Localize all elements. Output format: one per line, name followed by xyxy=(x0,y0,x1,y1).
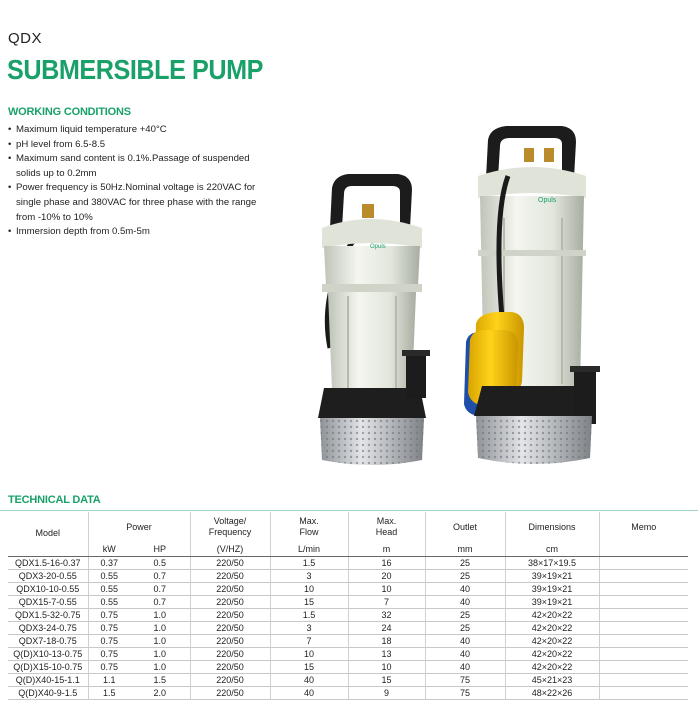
table-row xyxy=(8,660,688,673)
cell-outlet: 25 xyxy=(425,556,505,569)
unit-voltage: (V/HZ) xyxy=(190,542,270,556)
cell-model: QDX7-18-0.75 xyxy=(8,634,88,647)
cell-model: QDX10-10-0.55 xyxy=(8,582,88,595)
cell-flow: 10 xyxy=(270,647,348,660)
table-row xyxy=(8,634,688,647)
table-header-row xyxy=(8,512,688,542)
cell-model: Q(D)X40-9-1.5 xyxy=(8,686,88,699)
cell-outlet: 40 xyxy=(425,595,505,608)
cell-memo xyxy=(599,686,688,699)
col-voltage-line1: Voltage/ xyxy=(213,516,247,526)
table-row xyxy=(8,686,688,699)
cell-hp: 0.7 xyxy=(130,569,190,582)
condition-item: • Power frequency is 50Hz.Nominal voltage is 220VAC for single phase and 380VAC for three phase with the range from -10% to 10% xyxy=(8,181,270,225)
cell-voltage: 220/50 xyxy=(190,686,270,699)
cell-head: 24 xyxy=(348,621,425,634)
cell-model: Q(D)X15-10-0.75 xyxy=(8,660,88,673)
cell-head: 9 xyxy=(348,686,425,699)
cell-outlet: 40 xyxy=(425,582,505,595)
table-row xyxy=(8,621,688,634)
cell-dimensions: 42×20×22 xyxy=(505,660,599,673)
cell-hp: 1.0 xyxy=(130,608,190,621)
pump-right xyxy=(464,126,600,464)
col-memo: Memo xyxy=(599,512,688,542)
cell-voltage: 220/50 xyxy=(190,556,270,569)
cell-kw: 0.75 xyxy=(88,634,130,647)
cell-kw: 0.55 xyxy=(88,582,130,595)
condition-item: • pH level from 6.5-8.5 xyxy=(8,138,270,153)
unit-dimensions: cm xyxy=(505,542,599,556)
cell-head: 18 xyxy=(348,634,425,647)
cell-dimensions: 45×21×23 xyxy=(505,673,599,686)
cell-voltage: 220/50 xyxy=(190,647,270,660)
condition-item: • Maximum sand content is 0.1%.Passage of suspended solids up to 0.2mm xyxy=(8,152,270,181)
cell-head: 32 xyxy=(348,608,425,621)
cell-voltage: 220/50 xyxy=(190,582,270,595)
series-code: QDX xyxy=(8,30,43,47)
cell-outlet: 25 xyxy=(425,608,505,621)
svg-text:Opuls: Opuls xyxy=(538,197,557,204)
working-conditions-heading: WORKING CONDITIONS xyxy=(8,106,131,118)
cell-memo xyxy=(599,556,688,569)
col-power: Power xyxy=(88,512,190,542)
cell-hp: 2.0 xyxy=(130,686,190,699)
cell-model: QDX1.5-32-0.75 xyxy=(8,608,88,621)
cell-hp: 1.0 xyxy=(130,660,190,673)
cell-outlet: 25 xyxy=(425,621,505,634)
cell-head: 13 xyxy=(348,647,425,660)
submersible-pump-image xyxy=(300,118,698,488)
table-units-row xyxy=(8,542,688,556)
cell-memo xyxy=(599,673,688,686)
unit-hp: HP xyxy=(130,542,190,556)
cell-voltage: 220/50 xyxy=(190,634,270,647)
divider xyxy=(0,510,698,511)
cell-hp: 0.5 xyxy=(130,556,190,569)
col-model: Model xyxy=(8,512,88,556)
cell-kw: 0.75 xyxy=(88,608,130,621)
col-flow-line2: Flow xyxy=(299,527,319,537)
col-dimensions: Dimensions xyxy=(505,512,599,542)
col-voltage xyxy=(190,512,270,542)
cell-dimensions: 42×20×22 xyxy=(505,634,599,647)
cell-dimensions: 42×20×22 xyxy=(505,647,599,660)
cell-outlet: 25 xyxy=(425,569,505,582)
cell-outlet: 40 xyxy=(425,660,505,673)
cell-kw: 0.37 xyxy=(88,556,130,569)
cell-head: 10 xyxy=(348,582,425,595)
cell-flow: 40 xyxy=(270,673,348,686)
cell-model: QDX3-20-0.55 xyxy=(8,569,88,582)
col-head-line2: Head xyxy=(375,527,398,537)
cell-flow: 15 xyxy=(270,660,348,673)
cell-voltage: 220/50 xyxy=(190,595,270,608)
cell-memo xyxy=(599,647,688,660)
cell-flow: 1.5 xyxy=(270,608,348,621)
cell-kw: 0.75 xyxy=(88,647,130,660)
table-row xyxy=(8,556,688,569)
cell-voltage: 220/50 xyxy=(190,660,270,673)
unit-kw: kW xyxy=(88,542,130,556)
cell-dimensions: 42×20×22 xyxy=(505,621,599,634)
cell-model: Q(D)X40-15-1.1 xyxy=(8,673,88,686)
cell-kw: 0.55 xyxy=(88,595,130,608)
col-head-line1: Max. xyxy=(376,516,397,526)
table-row xyxy=(8,582,688,595)
cell-voltage: 220/50 xyxy=(190,569,270,582)
product-title: SUBMERSIBLE PUMP xyxy=(7,54,264,85)
cell-memo xyxy=(599,634,688,647)
col-flow xyxy=(270,512,348,542)
col-flow-line1: Max. xyxy=(299,516,319,526)
cell-flow: 15 xyxy=(270,595,348,608)
unit-outlet: mm xyxy=(425,542,505,556)
cell-memo xyxy=(599,595,688,608)
cell-memo xyxy=(599,660,688,673)
cell-hp: 0.7 xyxy=(130,595,190,608)
condition-item: • Maximum liquid temperature +40°C xyxy=(8,123,270,138)
cell-voltage: 220/50 xyxy=(190,621,270,634)
condition-item: • Immersion depth from 0.5m-5m xyxy=(8,225,270,240)
cell-flow: 7 xyxy=(270,634,348,647)
table-row xyxy=(8,595,688,608)
pump-left xyxy=(318,174,430,465)
unit-flow: L/min xyxy=(270,542,348,556)
cell-kw: 0.55 xyxy=(88,569,130,582)
cell-flow: 3 xyxy=(270,621,348,634)
cell-flow: 40 xyxy=(270,686,348,699)
col-head xyxy=(348,512,425,542)
cell-outlet: 75 xyxy=(425,686,505,699)
cell-head: 15 xyxy=(348,673,425,686)
cell-dimensions: 39×19×21 xyxy=(505,595,599,608)
working-conditions-list xyxy=(8,123,270,240)
cell-dimensions: 48×22×26 xyxy=(505,686,599,699)
cell-kw: 1.1 xyxy=(88,673,130,686)
table-body xyxy=(8,556,688,699)
cell-memo xyxy=(599,582,688,595)
cell-kw: 0.75 xyxy=(88,660,130,673)
unit-memo xyxy=(599,542,688,556)
cell-dimensions: 39×19×21 xyxy=(505,582,599,595)
table-row xyxy=(8,673,688,686)
cell-head: 16 xyxy=(348,556,425,569)
cell-outlet: 40 xyxy=(425,647,505,660)
cell-flow: 1.5 xyxy=(270,556,348,569)
cell-dimensions: 42×20×22 xyxy=(505,608,599,621)
cell-flow: 10 xyxy=(270,582,348,595)
cell-model: Q(D)X10-13-0.75 xyxy=(8,647,88,660)
cell-model: QDX15-7-0.55 xyxy=(8,595,88,608)
table-row xyxy=(8,569,688,582)
cell-dimensions: 38×17×19.5 xyxy=(505,556,599,569)
cell-hp: 1.0 xyxy=(130,634,190,647)
technical-data-heading: TECHNICAL DATA xyxy=(8,494,101,506)
unit-head: m xyxy=(348,542,425,556)
cell-hp: 1.0 xyxy=(130,621,190,634)
cell-model: QDX3-24-0.75 xyxy=(8,621,88,634)
cell-outlet: 75 xyxy=(425,673,505,686)
cell-flow: 3 xyxy=(270,569,348,582)
cell-head: 20 xyxy=(348,569,425,582)
technical-data-table xyxy=(8,512,688,700)
table-row xyxy=(8,647,688,660)
cell-hp: 1.0 xyxy=(130,647,190,660)
cell-kw: 0.75 xyxy=(88,621,130,634)
cell-kw: 1.5 xyxy=(88,686,130,699)
cell-dimensions: 39×19×21 xyxy=(505,569,599,582)
cell-memo xyxy=(599,621,688,634)
table-row xyxy=(8,608,688,621)
cell-hp: 1.5 xyxy=(130,673,190,686)
cell-memo xyxy=(599,569,688,582)
col-voltage-line2: Frequency xyxy=(208,527,252,537)
cell-voltage: 220/50 xyxy=(190,608,270,621)
col-outlet: Outlet xyxy=(425,512,505,542)
cell-model: QDX1.5-16-0.37 xyxy=(8,556,88,569)
cell-voltage: 220/50 xyxy=(190,673,270,686)
cell-memo xyxy=(599,608,688,621)
cell-head: 10 xyxy=(348,660,425,673)
svg-text:Opuls: Opuls xyxy=(370,244,386,250)
cell-hp: 0.7 xyxy=(130,582,190,595)
cell-outlet: 40 xyxy=(425,634,505,647)
cell-head: 7 xyxy=(348,595,425,608)
